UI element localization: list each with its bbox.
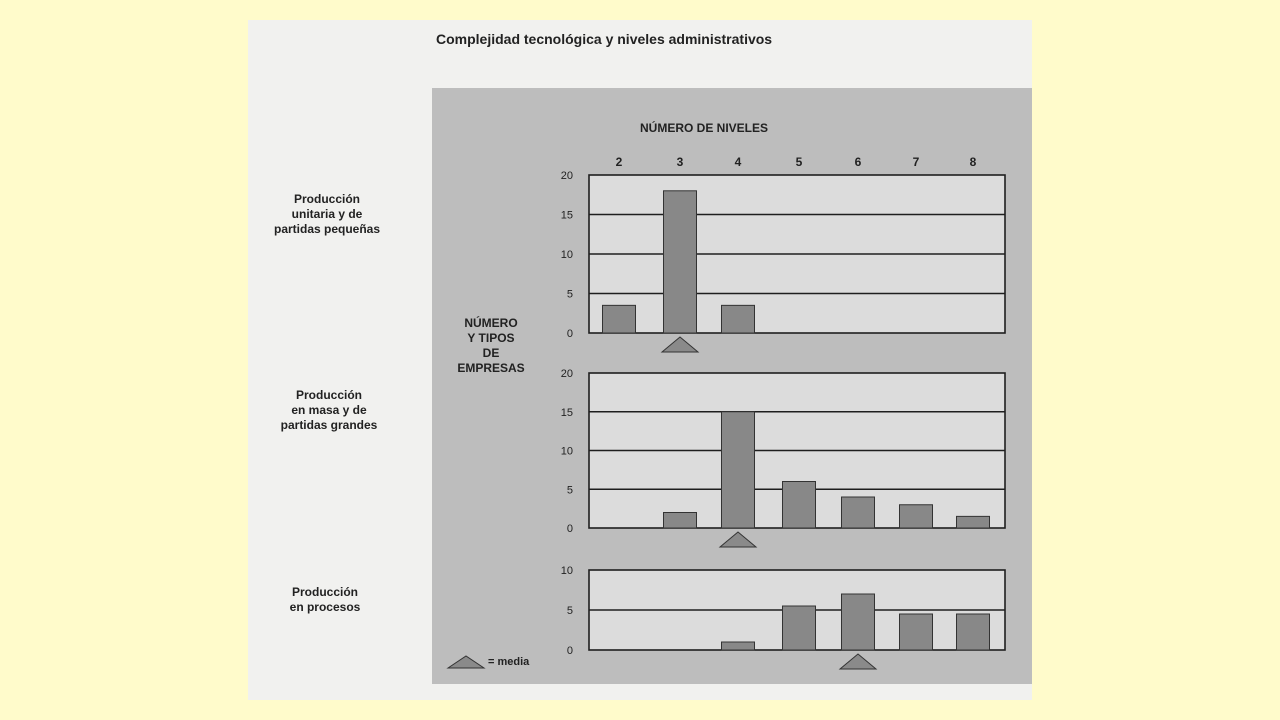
y-tick-label: 15 xyxy=(560,406,573,419)
x-tick-label: 7 xyxy=(912,155,920,169)
row-label-procesos: Producción en procesos xyxy=(289,585,361,614)
row-label-masa: Producción en masa y de partidas grandes xyxy=(280,388,378,432)
y-tick-label: 10 xyxy=(560,249,573,261)
y-tick-label: 10 xyxy=(560,565,573,577)
row-label-unitaria: Producción unitaria y de partidas pequeñas xyxy=(273,192,381,236)
y-tick-label: 10 xyxy=(560,445,573,458)
x-tick-label: 8 xyxy=(969,155,977,169)
mean-triangle-icon xyxy=(446,655,486,669)
x-tick-label: 6 xyxy=(854,155,862,169)
y-tick-label: 5 xyxy=(566,288,573,301)
chart-title: Complejidad tecnológica y niveles administrativos xyxy=(436,31,773,47)
y-axis-label: NÚMERO Y TIPOS DE EMPRESAS xyxy=(457,316,525,375)
y-tick-label: 5 xyxy=(566,605,573,617)
y-tick-label: 20 xyxy=(560,368,573,380)
y-tick-label: 15 xyxy=(560,209,573,222)
x-tick-label: 2 xyxy=(615,155,623,169)
legend-label: = media xyxy=(488,656,530,668)
y-tick-label: 0 xyxy=(566,523,573,535)
legend xyxy=(446,655,529,669)
x-axis-label: NÚMERO DE NIVELES xyxy=(640,121,769,135)
y-tick-label: 5 xyxy=(566,484,573,497)
x-tick-label: 4 xyxy=(734,155,742,169)
y-tick-label: 20 xyxy=(560,170,573,182)
y-tick-label: 0 xyxy=(566,645,573,657)
chart-background-panel xyxy=(432,88,1032,684)
x-tick-label: 5 xyxy=(795,155,803,169)
y-tick-label: 0 xyxy=(566,328,573,340)
x-tick-label: 3 xyxy=(676,155,684,169)
